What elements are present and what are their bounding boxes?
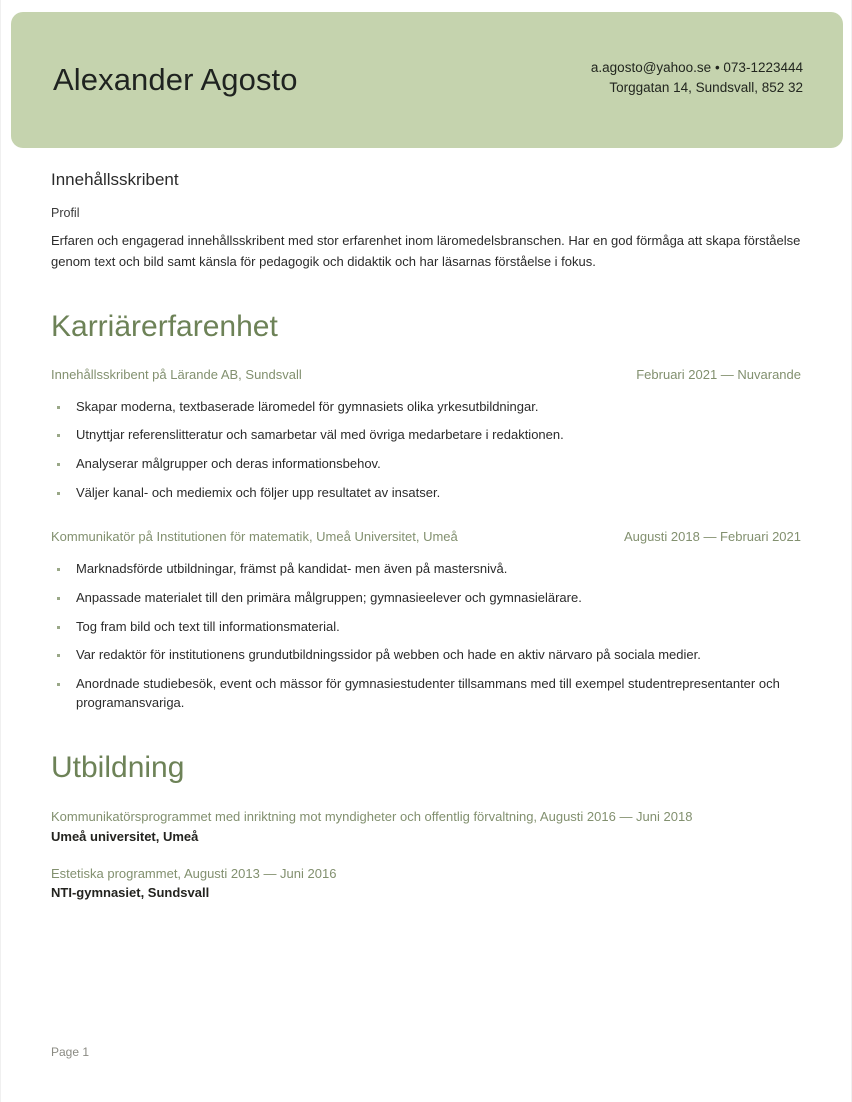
contact-email-phone: a.agosto@yahoo.se • 073-1223444 [590, 60, 803, 76]
experience-entry-header [51, 529, 801, 546]
experience-entry-title: Innehållsskribent på Lärande AB, Sundsvall [51, 366, 302, 382]
education-program: Kommunikatörsprogrammet med inriktning mot myndigheter och offentlig förvaltning, Augusti 2016 — Juni 2018 [51, 808, 693, 824]
header-band [11, 12, 843, 148]
list-item: Marknadsförde utbildningar, främst på kandidat- men även på mastersnivå. [51, 560, 801, 579]
contact-details [591, 58, 803, 101]
experience-bullet-list [51, 398, 801, 503]
experience-heading: Karriärerfarenhet [51, 309, 278, 343]
list-item: Var redaktör för institutionens grundutbildningssidor på webben och hade en aktiv närvaro på sociala medier. [51, 646, 801, 665]
education-school: Umeå universitet, Umeå [51, 828, 199, 844]
list-item: Utnyttjar referenslitteratur och samarbetar väl med övriga medarbetare i redaktionen. [51, 426, 801, 445]
list-item: Analyserar målgrupper och deras informationsbehov. [51, 455, 801, 474]
profile-text: Erfaren och engagerad innehållsskribent med stor erfarenhet inom läromedelsbranschen. Har en god förmåga att skapa förståelse genom text och bild samt känsla för pedagogik och didaktik och har läsarnas förståelse i fokus. [51, 233, 801, 269]
profile-label: Profil [51, 206, 80, 221]
list-item: Anpassade materialet till den primära målgruppen; gymnasieelever och gymnasielärare. [51, 589, 801, 608]
header-content [53, 12, 803, 148]
experience-bullet-list [51, 560, 801, 713]
list-item: Anordnade studiebesök, event och mässor för gymnasiestudenter tillsammans med till exempel studentrepresentanter och programansvariga. [51, 675, 801, 713]
education-heading: Utbildning [51, 750, 185, 784]
experience-entry-dates: Augusti 2018 — Februari 2021 [623, 528, 801, 544]
experience-entry-dates: Februari 2021 — Nuvarande [636, 366, 801, 382]
experience-entry [51, 529, 801, 713]
experience-entry [51, 367, 801, 503]
candidate-name: Alexander Agosto [53, 62, 298, 98]
list-item: Tog fram bild och text till informationsmaterial. [51, 618, 801, 637]
education-section [51, 751, 801, 903]
education-entry [51, 808, 801, 847]
role-title: Innehållsskribent [51, 170, 179, 189]
education-program: Estetiska programmet, Augusti 2013 — Juni 2016 [51, 865, 337, 881]
contact-address: Torggatan 14, Sundsvall, 852 32 [609, 80, 803, 95]
education-school: NTI-gymnasiet, Sundsvall [51, 885, 210, 901]
list-item: Skapar moderna, textbaserade läromedel för gymnasiets olika yrkesutbildningar. [51, 398, 801, 417]
experience-section [51, 310, 801, 713]
profile-section [51, 170, 801, 272]
education-entry [51, 865, 801, 904]
page-footer: Page 1 [51, 1045, 90, 1059]
list-item: Väljer kanal- och mediemix och följer upp resultatet av insatser. [51, 484, 801, 503]
document-body [51, 170, 801, 921]
experience-entry-header [51, 367, 801, 384]
experience-entry-title: Kommunikatör på Institutionen för matematik, Umeå Universitet, Umeå [51, 528, 458, 544]
